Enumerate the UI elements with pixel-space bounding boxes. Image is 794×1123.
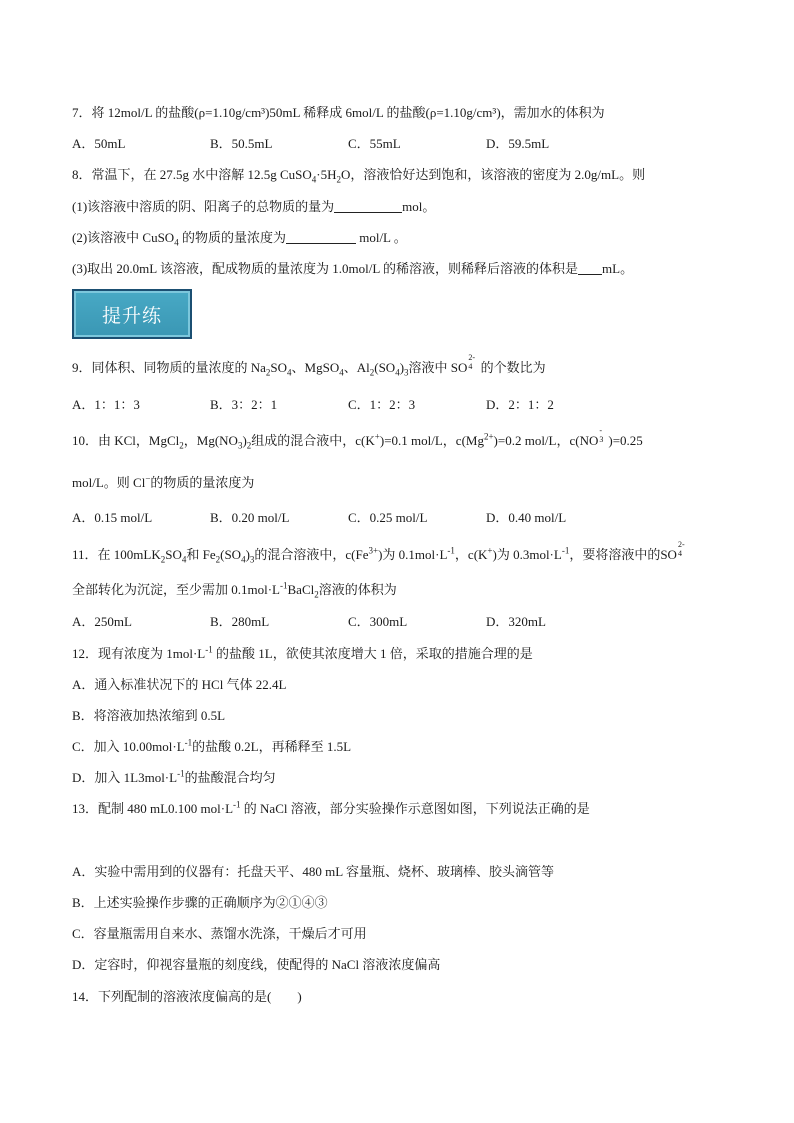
q10-option-a: A．0.15 mol/L bbox=[72, 510, 153, 525]
q11-stem: 11．在 $100mLK_2SO_4$和 $Fe_2(SO_4)_3$的混合溶液中，$c(Fe^{3+})$为 $0.1mol\cdot L^{-1}$，c(K+)为 $0.3mol\cdot L^{-1}$，要将溶液中的SO 2- 4 bbox=[72, 546, 687, 564]
q10-option-c: C．0.25 mol/L bbox=[348, 510, 428, 525]
q7-option-a: A．50mL bbox=[72, 136, 126, 151]
q7-option-c: C．55mL bbox=[348, 136, 401, 151]
q11-option-d: D．320mL bbox=[486, 614, 546, 629]
answer-blank[interactable] bbox=[578, 261, 602, 275]
q11-stem-line-2: 全部转化为沉淀，至少需加 $0.1mol\cdot L^{-1}BaCl_2$溶液的体积为 bbox=[72, 580, 397, 600]
q11-option-a: A．250mL bbox=[72, 614, 132, 629]
q10-option-d: D．0.40 mol/L bbox=[486, 510, 567, 525]
answer-blank[interactable] bbox=[334, 199, 402, 213]
q8-stem: 8．常温下，在 27.5g 水中溶解 12.5g $CuSO_4\cdot 5H_2O$，溶液恰好达到饱和，该溶液的密度为 2.0g/mL。则 bbox=[72, 167, 646, 185]
q12-option-d: D．加入 $1L3mol\cdot L^{-1}$的盐酸混合均匀 bbox=[72, 768, 276, 785]
q13-option-b: B．上述实验操作步骤的正确顺序为②①④③ bbox=[72, 895, 328, 910]
q14-stem: 14．下列配制的溶液浓度偏高的是( ) bbox=[72, 989, 302, 1004]
ion-charge: 2- 4 bbox=[677, 540, 685, 558]
section-badge: 提升练 bbox=[72, 289, 192, 339]
q8-sub-question-3: (3)取出 20.0mL 该溶液，配成物质的量浓度为 1.0mol/L 的稀溶液，则稀释后溶液的体积是 mL。 bbox=[72, 261, 634, 276]
q11-option-b: B．280mL bbox=[210, 614, 270, 629]
q8-sub-question-1: (1)该溶液中溶质的阴、阳离子的总物质的量为 mol。 bbox=[72, 199, 436, 214]
q9-option-b: B．3：2：1 bbox=[210, 397, 278, 412]
q13-option-c: C．容量瓶需用自来水、蒸馏水洗涤，干燥后才可用 bbox=[72, 926, 367, 941]
q9-option-c: C．1：2：3 bbox=[348, 397, 416, 412]
q10-option-b: B．0.20 mol/L bbox=[210, 510, 290, 525]
q9-option-d: D．2：1：2 bbox=[486, 397, 554, 412]
ion-charge: - 3 bbox=[599, 426, 604, 444]
q9-option-a: A．1：1：3 bbox=[72, 397, 140, 412]
q12-option-a: A．通入标准状况下的 HCl 气体 22.4L bbox=[72, 677, 287, 692]
q10-stem-line-2: mol/L。则 Cl−的物质的量浓度为 bbox=[72, 473, 255, 490]
q13-option-a: A．实验中需用到的仪器有：托盘天平、480 mL 容量瓶、烧杯、玻璃棒、胶头滴管等 bbox=[72, 864, 554, 879]
q12-stem: 12．现有浓度为 $1mol\cdot L^{-1}$ 的盐酸 1L，欲使其浓度增大 1 倍，采取的措施合理的是 bbox=[72, 644, 533, 661]
ion-charge: 2- 4 bbox=[468, 353, 476, 371]
q7-stem: 7．将 12mol/L 的盐酸(ρ=1.10g/cm³)50mL 稀释成 6mol/L 的盐酸(ρ=1.10g/cm³)，需加水的体积为 bbox=[72, 105, 605, 120]
q9-stem: 9．同体积、同物质的量浓度的 $Na_2SO_4$、MgSO$_4$、$Al_2(SO_4)_3$溶液中 SO 2- 4 的个数比为 bbox=[72, 353, 546, 378]
q13-stem: 13．配制 480 mL0.100 $mol\cdot L^{-1}$ 的 NaCl 溶液，部分实验操作示意图如图，下列说法正确的是 bbox=[72, 799, 590, 816]
q10-stem: 10．由 KCl，MgCl$_2$，$Mg(NO_3)_2$组成的混合液中，c(K+)=0.1 mol/L，$c(Mg^{2+})=0.2$ mol/L，c(NO - 3 )=0.25 bbox=[72, 426, 643, 451]
answer-blank[interactable] bbox=[286, 230, 356, 244]
q13-option-d: D．定容时，仰视容量瓶的刻度线，使配得的 NaCl 溶液浓度偏高 bbox=[72, 957, 441, 972]
q12-option-c: C．加入 $10.00mol\cdot L^{-1}$的盐酸 0.2L，再稀释至 1.5L bbox=[72, 737, 352, 754]
q7-option-b: B．50.5mL bbox=[210, 136, 273, 151]
q8-sub-question-2: (2)该溶液中 CuSO$_4$ 的物质的量浓度为 mol/L 。 bbox=[72, 230, 407, 248]
q12-option-b: B．将溶液加热浓缩到 0.5L bbox=[72, 708, 226, 723]
q11-option-c: C．300mL bbox=[348, 614, 408, 629]
q7-option-d: D．59.5mL bbox=[486, 136, 550, 151]
